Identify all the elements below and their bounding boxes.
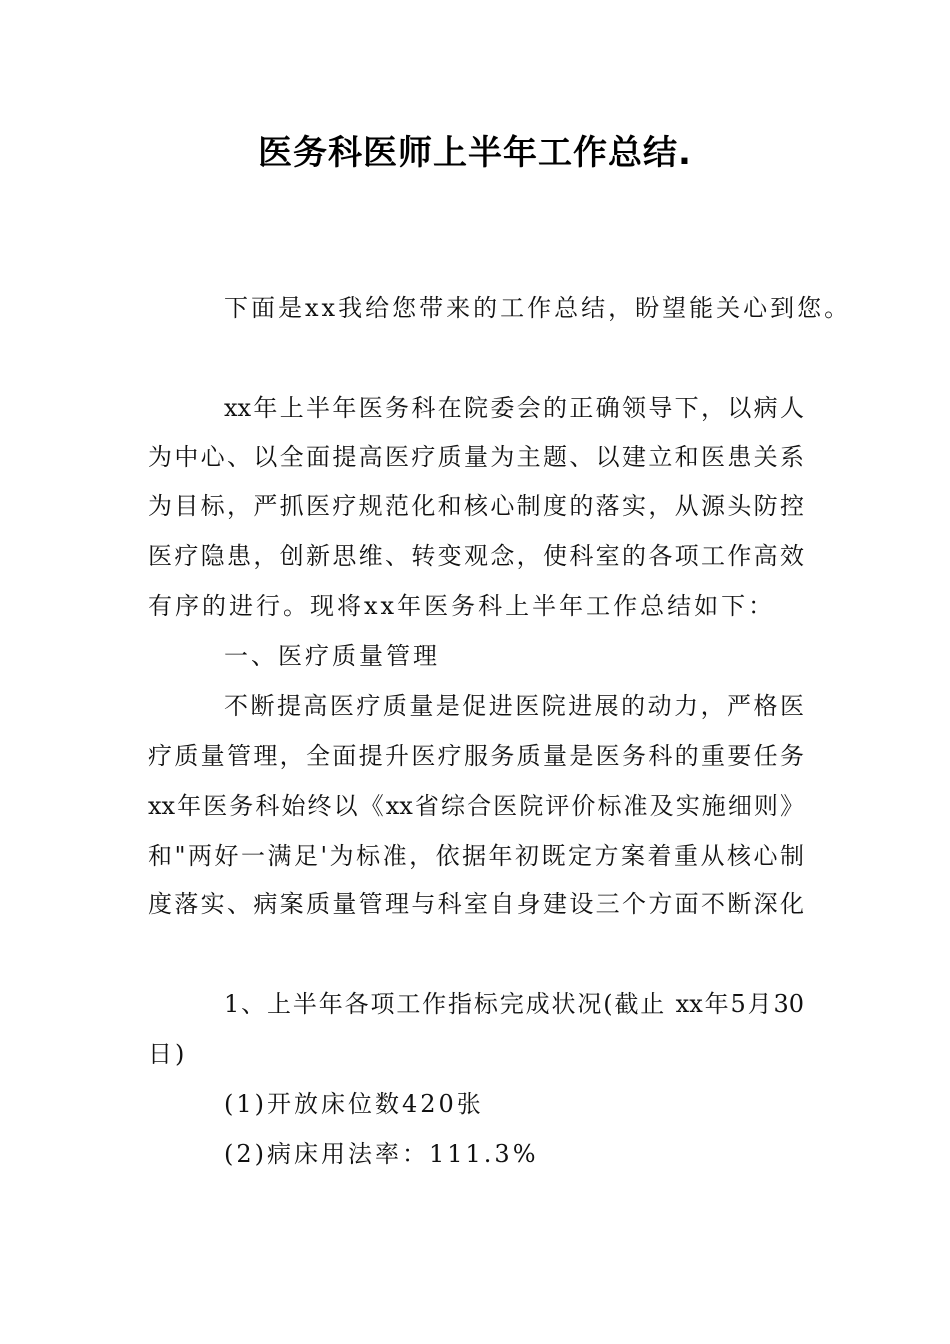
paragraph1-line-2: 为中心、以全面提高医疗质量为主题、以建立和医患关系 <box>148 443 804 471</box>
paragraph1-line-4: 医疗隐患，创新思维、转变观念，使科室的各项工作高效 <box>148 542 804 570</box>
item1-heading-line-1: 1、上半年各项工作指标完成状况(截止 xx年5月30 <box>224 990 804 1018</box>
paragraph1-line-3: 为目标，严抓医疗规范化和核心制度的落实，从源头防控 <box>148 492 804 520</box>
paragraph2-line-2: 疗质量管理，全面提升医疗服务质量是医务科的重要任务 <box>148 742 804 770</box>
paragraph2-line-3: xx年医务科始终以《xx省综合医院评价标准及实施细则》 <box>148 792 804 820</box>
item1-point-2: (2)病床用法率：111.3% <box>224 1140 539 1168</box>
intro-line: 下面是xx我给您带来的工作总结，盼望能关心到您。 <box>224 294 852 322</box>
paragraph2-line-5: 度落实、病案质量管理与科室自身建设三个方面不断深化 <box>148 890 804 918</box>
paragraph1-line-1: xx年上半年医务科在院委会的正确领导下，以病人 <box>224 394 804 422</box>
section1-heading: 一、医疗质量管理 <box>224 642 440 670</box>
item1-heading-line-2: 日) <box>148 1040 188 1068</box>
item1-point-1: (1)开放床位数420张 <box>224 1090 484 1118</box>
document-title: 医务科医师上半年工作总结. <box>258 133 692 173</box>
paragraph1-line-5: 有序的进行。现将xx年医务科上半年工作总结如下： <box>148 592 776 620</box>
paragraph2-line-4: 和"两好一满足'为标准，依据年初既定方案着重从核心制 <box>148 842 804 870</box>
paragraph2-line-1: 不断提高医疗质量是促进医院进展的动力，严格医 <box>224 692 804 720</box>
